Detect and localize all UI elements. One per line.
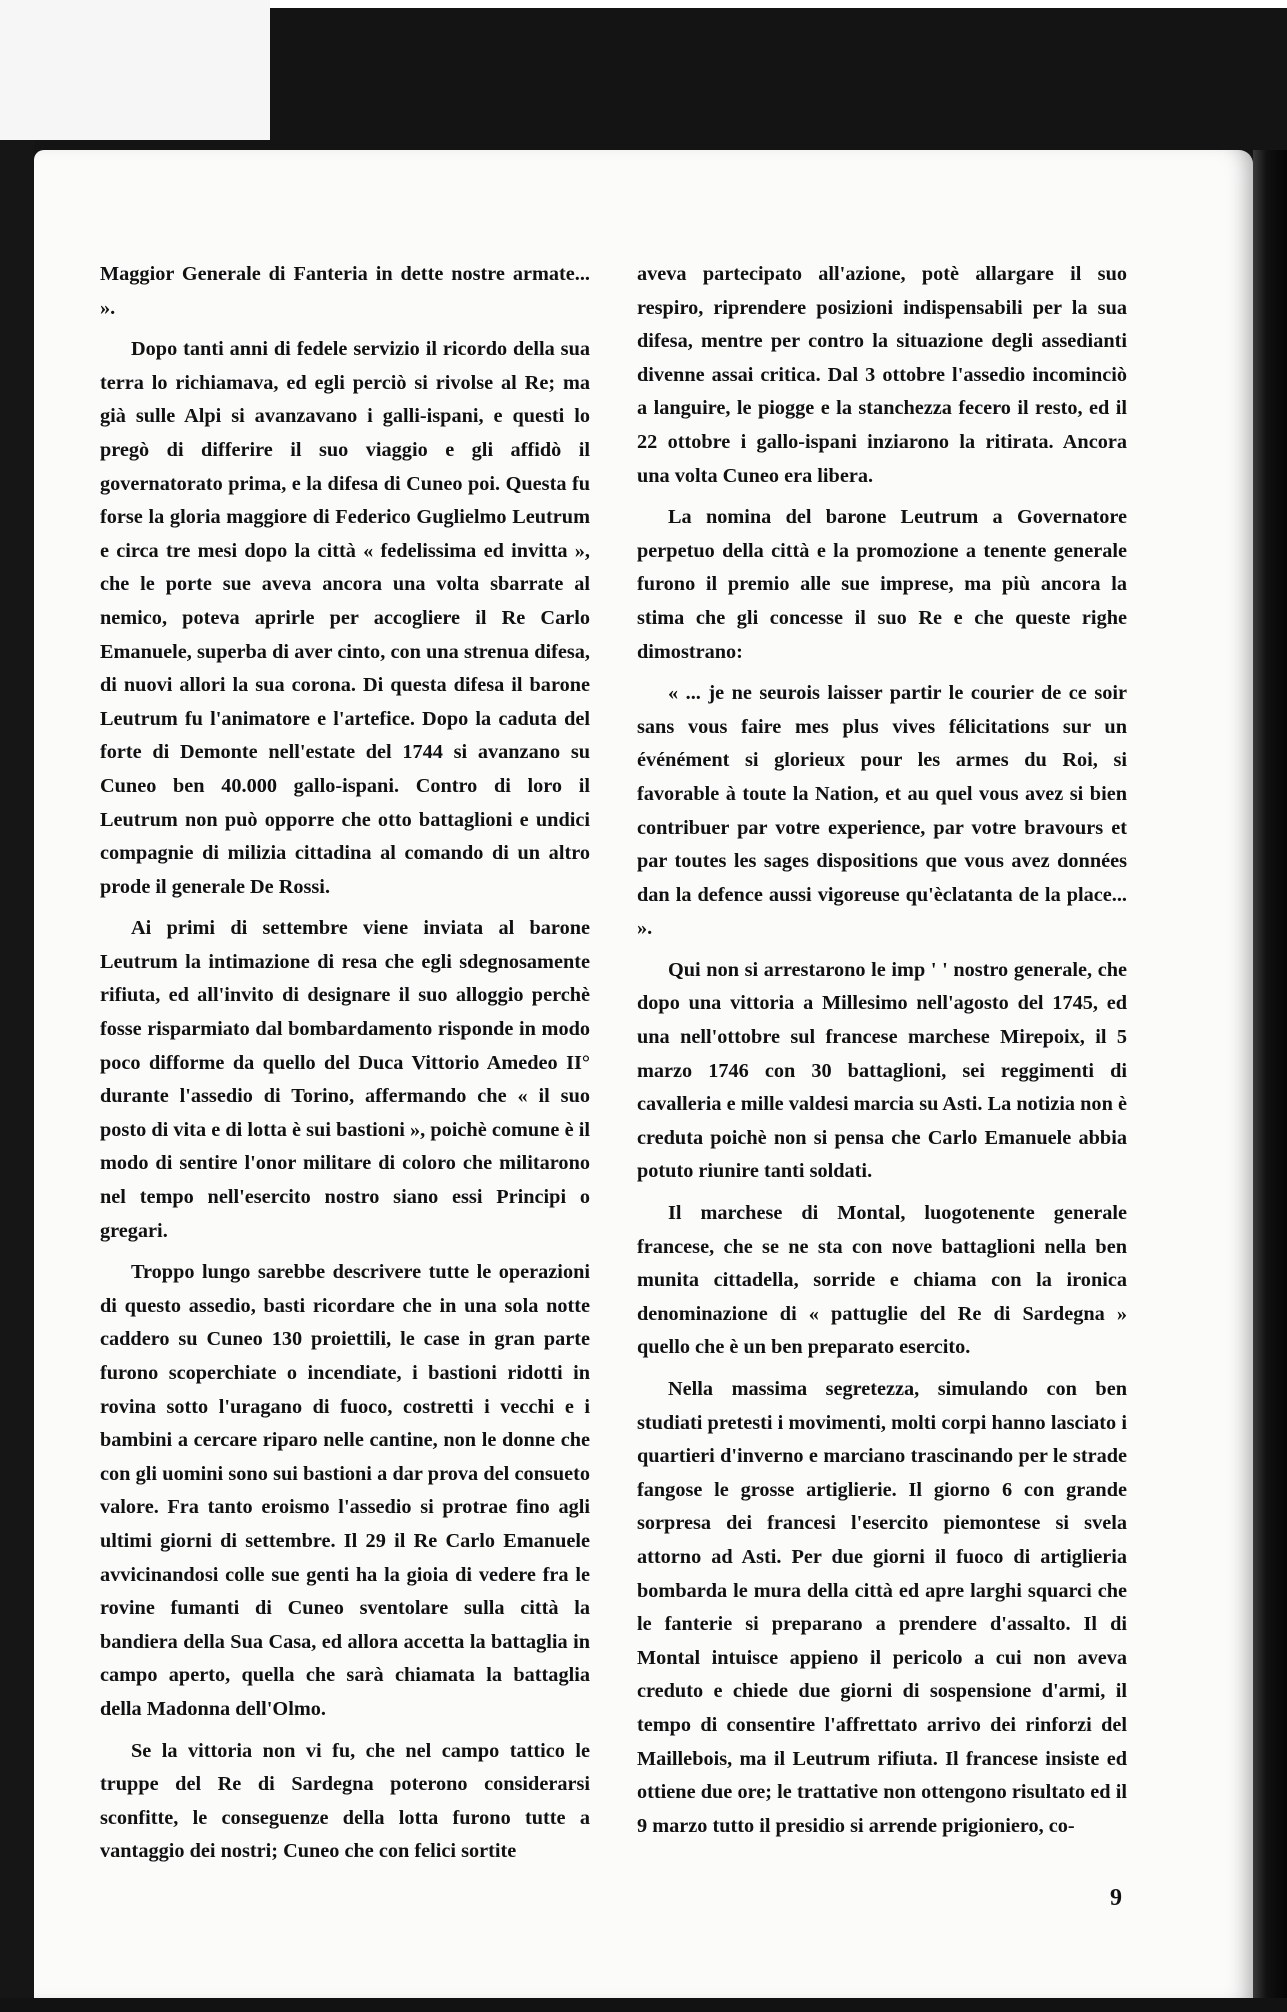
paragraph: Troppo lungo sarebbe descrivere tutte le operazioni di questo assedio, basti ricordare che in una sola notte caddero su Cuneo 130 proiettili, le case in gran parte furono scoperchiate o incendiate, i bastioni ridotti in rovina sotto l'uragano di fuoco, costretti i vecchi e i bambini a cercare riparo nelle cantine, non le donne che con gli uomini sono sui bastioni a dar prova del consueto valore. Fra tanto eroismo l'assedio si protrae fino agli ultimi giorni di settembre. Il 29 il Re Carlo Emanuele avvicinandosi colle sue genti ha la gioia di vedere fra le rovine fumanti di Cuneo sventolare sulla città la bandiera della Sua Casa, ed allora accetta la battaglia in campo aperto, quella che sarà chiamata la battaglia della Madonna dell'Olmo. <box>100 1261 590 1720</box>
paragraph: Se la vittoria non vi fu, che nel campo tattico le truppe del Re di Sardegna poterono considerarsi sconfitte, le conseguenze della lotta furono tutte a vantaggio dei nostri; Cuneo che con felici sortite <box>100 1739 590 1863</box>
book-spine-edge <box>1253 150 1287 2012</box>
scanner-background-left <box>0 140 34 2012</box>
paragraph: Qui non si arrestarono le imp ' ' nostro generale, che dopo una vittoria a Millesimo nell'agosto del 1745, ed una nell'ottobre sul francese marchese Mirepoix, il 5 marzo 1746 con 30 battaglioni, sei reggimenti di cavalleria e mille valdesi marcia su Asti. La notizia non è creduta poichè non si pensa che Carlo Emanuele abbia potuto riunire tanti soldati. <box>637 958 1127 1183</box>
book-page <box>34 150 1253 1998</box>
paragraph: La nomina del barone Leutrum a Governatore perpetuo della città e la promozione a tenente generale furono il premio alle sue imprese, ma più ancora la stima che gli concesse il suo Re e che queste righe dimostrano: <box>637 506 1127 663</box>
paragraph: Nella massima segretezza, simulando con ben studiati pretesti i movimenti, molti corpi hanno lasciato i quartieri d'inverno e marciano trascinando per le strade fangose le grosse artiglierie. Il giorno 6 con grande sorpresa dei francesi l'esercito piemontese si svela attorno ad Asti. Per due giorni il fuoco di artiglieria bombarda le mura della città ed apre larghi squarci che le fanterie si preparano a prendere d'assalto. Il di Montal intuisce appieno il pericolo a cui non aveva creduto e chiede due giorni di sospensione d'armi, il tempo di consentire l'affrettato arrivo dei rinforzi del Maillebois, ma il Leutrum rifiuta. Il francese insiste ed ottiene due ore; le trattative non ottengono risultato ed il 9 marzo tutto il presidio si arrende prigioniero, co- <box>637 1378 1127 1837</box>
paragraph: aveva partecipato all'azione, potè allargare il suo respiro, riprendere posizioni indispensabili per la sua difesa, mentre per contro la situazione degli assedianti divenne assai critica. Dal 3 ottobre l'assedio incominciò a languire, le piogge e la stanchezza fecero il resto, ed il 22 ottobre i gallo-ispani inziarono la ritirata. Ancora una volta Cuneo era libera. <box>637 263 1127 487</box>
scanner-background-bottom <box>0 1998 1287 2012</box>
paper-strip <box>0 0 270 140</box>
page-number: 9 <box>1110 1885 1122 1911</box>
quoted-letter: « ... je ne seurois laisser partir le courier de ce soir sans vous faire mes plus vives félicitations sur un événément si glorieux pour les armes du Roi, si favorable à toute la Nation, et au quel vous avez si bien contribuer par votre experience, par votre bravours et par toutes les sages dispositions que vous avez données dan la defence aussi vigoreuse qu'èclatanta de la place... ». <box>637 682 1127 940</box>
paragraph: Maggior Generale di Fanteria in dette nostre armate... ». <box>100 263 590 319</box>
right-text-column <box>637 258 1127 1851</box>
paragraph: Dopo tanti anni di fedele servizio il ricordo della sua terra lo richiamava, ed egli perciò si rivolse al Re; ma già sulle Alpi si avanzavano i galli-ispani, e questi lo pregò di differire il suo viaggio e gli affidò il governatorato prima, e la difesa di Cuneo poi. Questa fu forse la gloria maggiore di Federico Guglielmo Leutrum e circa tre mesi dopo la città « fedelissima ed invitta », che le porte sue aveva ancora una volta sbarrate al nemico, poteva aprirle per accogliere il Re Carlo Emanuele, superba di aver cinto, con una strenua difesa, di nuovi allori la sua corona. Di questa difesa il barone Leutrum fu l'animatore e l'artefice. Dopo la caduta del forte di Demonte nell'estate del 1744 si avanzano su Cuneo ben 40.000 gallo-ispani. Contro di loro il Leutrum non può opporre che otto battaglioni e undici compagnie di milizia cittadina al comando di un altro prode il generale De Rossi. <box>100 338 590 898</box>
paragraph: Il marchese di Montal, luogotenente generale francese, che se ne sta con nove battaglioni nella ben munita cittadella, sorride e chiama con la ironica denominazione di « pattuglie del Re di Sardegna » quello che è un ben preparato esercito. <box>637 1202 1127 1359</box>
left-text-column <box>100 258 590 1877</box>
paragraph: Ai primi di settembre viene inviata al barone Leutrum la intimazione di resa che egli sdegnosamente rifiuta, ed all'invito di designare il suo alloggio perchè fosse risparmiato dal bombardamento risponde in modo poco difforme da quello del Duca Vittorio Amedeo II° durante l'assedio di Torino, affermando che « il suo posto di vita e di lotta è sui bastioni », poichè comune è il modo di sentire l'onor militare di coloro che militarono nel tempo nell'esercito nostro siano essi Principi o gregari. <box>100 917 590 1242</box>
